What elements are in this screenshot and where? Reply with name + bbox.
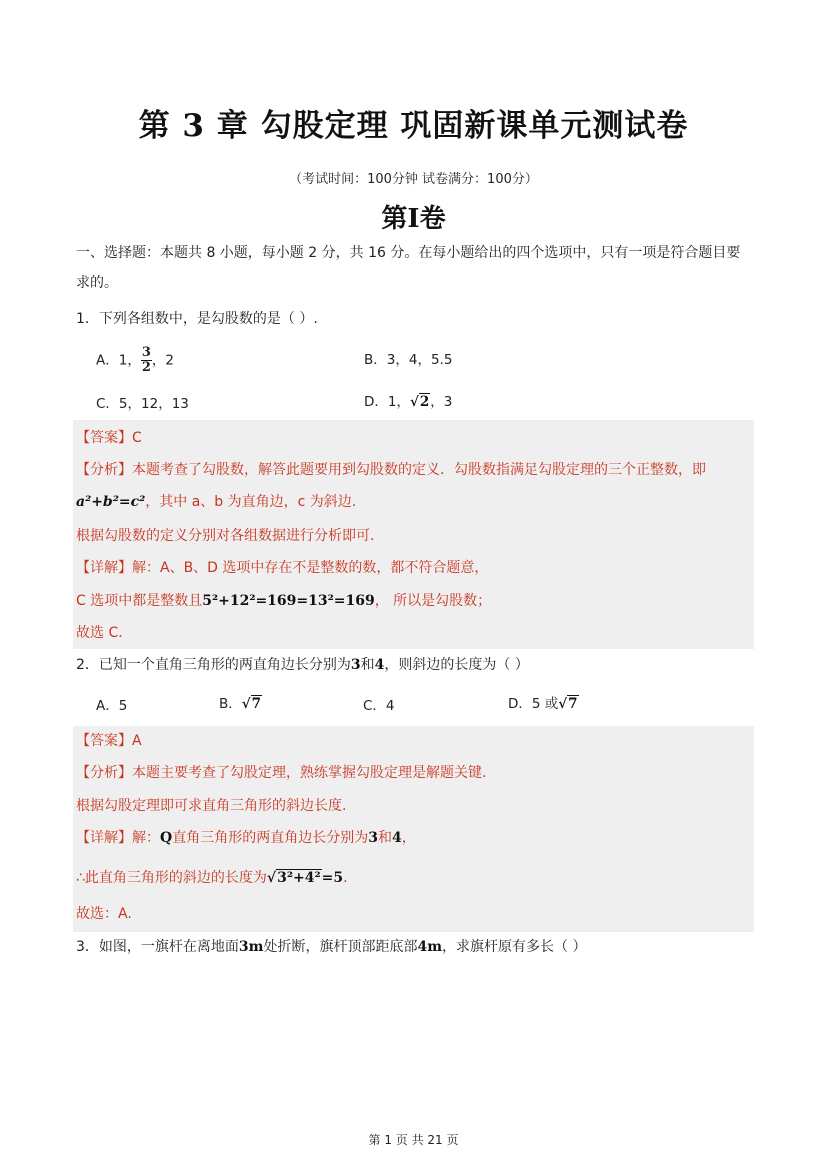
radicand: 7 [251, 696, 262, 712]
q2-detail-1-text: 直角三角形的两直角边长分别为 [172, 830, 369, 846]
q2-option-d-prefix: D．5 或 [508, 696, 559, 712]
part-heading: 第I卷 [381, 204, 446, 234]
q3-stem-prefix: 3．如图，一旗杆在离地面 [76, 939, 239, 955]
q1-option-b: B．3，4，5.5 [364, 352, 453, 368]
q2-stem-suffix: ，则斜边的长度为（ ） [384, 657, 529, 673]
q1-option-a [96, 346, 174, 375]
q2-detail-result: =5 [321, 870, 344, 886]
radicand: 2 [419, 394, 430, 410]
q2-detail-num-2: 4 [391, 830, 402, 846]
q2-analysis: 【分析】本题主要考查了勾股定理，熟练掌握勾股定理是解题关键. [76, 765, 487, 781]
sqrt-expression: √2 [409, 394, 430, 410]
q2-detail-1-prefix: 【详解】解： [76, 830, 160, 846]
q1-analysis: 【分析】本题考查了勾股数，解答此题要用到勾股数的定义．勾股数指满足勾股定理的三个正整数，即 [76, 462, 706, 478]
q2-answer: 【答案】A [76, 733, 142, 749]
question-1-stem: 1．下列各组数中，是勾股数的是（ ）. [76, 311, 318, 327]
q1-answer: 【答案】C [76, 430, 142, 446]
q2-stem-prefix: 2．已知一个直角三角形的两直角边长分别为 [76, 657, 351, 673]
q1-option-c: C．5，12，13 [96, 396, 189, 412]
fraction [141, 346, 152, 375]
q2-stem-num-2: 4 [374, 657, 385, 673]
q1-option-d [364, 390, 452, 410]
numerator: 3 [141, 345, 151, 360]
q2-detail-2-prefix: ∴此直角三角形的斜边的长度为 [76, 870, 267, 886]
q2-detail-mid: 和 [377, 830, 392, 846]
q2-stem-mid: 和 [360, 657, 375, 673]
q3-stem-suffix: ，求旗杆原有多长（ ） [442, 939, 587, 955]
q2-detail-1 [76, 828, 752, 848]
sqrt-expression: √3²+4² [266, 870, 321, 886]
sqrt-expression: √7 [558, 696, 578, 712]
q1-analysis-tail: ，其中 a、b 为直角边，c 为斜边. [145, 494, 357, 510]
q1-option-d-prefix: D．1， [364, 394, 410, 410]
q2-stem-num-1: 3 [350, 657, 361, 673]
q1-detail-2-suffix: ， 所以是勾股数； [374, 593, 492, 609]
q2-analysis-2: 根据勾股定理即可求直角三角形的斜边长度. [76, 798, 347, 814]
radicand: 3²+4² [277, 870, 321, 886]
q3-stem-mid: 处折断，旗杆顶部距底部 [263, 939, 418, 955]
q3-height: 3m [238, 939, 264, 955]
q2-detail-2 [76, 868, 752, 888]
denominator: 2 [141, 360, 151, 375]
pythagorean-formula: a²+b²=c² [76, 494, 146, 510]
radicand: 7 [568, 696, 578, 712]
q2-option-b [219, 692, 262, 712]
q1-detail-2 [76, 591, 752, 611]
section-intro: 一、选择题：本题共 8 小题，每小题 2 分，共 16 分。在每小题给出的四个选项中，只有一项是符合题目要 [76, 245, 741, 261]
q1-detail-formula: 5²+12²=169=13²=169 [202, 593, 375, 609]
q1-analysis-formula-line [76, 492, 752, 512]
q2-detail-2-suffix: . [343, 870, 348, 886]
question-2-stem [76, 655, 756, 675]
q1-option-d-suffix: ，3 [430, 394, 453, 410]
q1-option-a-prefix: A．1， [96, 352, 141, 369]
q3-distance: 4m [417, 939, 443, 955]
q2-detail-3: 故选：A. [76, 906, 132, 922]
q1-detail-2-prefix: C 选项中都是整数且 [76, 593, 203, 609]
q2-option-d [508, 692, 579, 712]
q2-option-a: A．5 [96, 698, 128, 714]
q1-detail-3: 故选 C． [76, 625, 133, 641]
section-intro-cont: 求的。 [76, 275, 118, 291]
q2-detail-1-suffix: ， [401, 830, 416, 846]
exam-info: （考试时间：100分钟 试卷满分：100分） [289, 172, 538, 187]
question-3-stem [76, 937, 756, 957]
q2-option-c: C．4 [363, 698, 395, 714]
sqrt-expression: √7 [241, 696, 262, 712]
q1-detail-1: 【详解】解：A、B、D 选项中存在不是整数的数，都不符合题意， [76, 560, 489, 576]
since-symbol: Q [160, 830, 173, 846]
q2-option-b-prefix: B． [219, 696, 242, 712]
page-title: 第 3 章 勾股定理 巩固新课单元测试卷 [138, 108, 689, 144]
q1-option-a-suffix: ，2 [151, 352, 174, 369]
q1-analysis-2: 根据勾股数的定义分别对各组数据进行分析即可. [76, 528, 375, 544]
q2-detail-num-1: 3 [368, 830, 378, 846]
page-number: 第 1 页 共 21 页 [368, 1133, 459, 1147]
